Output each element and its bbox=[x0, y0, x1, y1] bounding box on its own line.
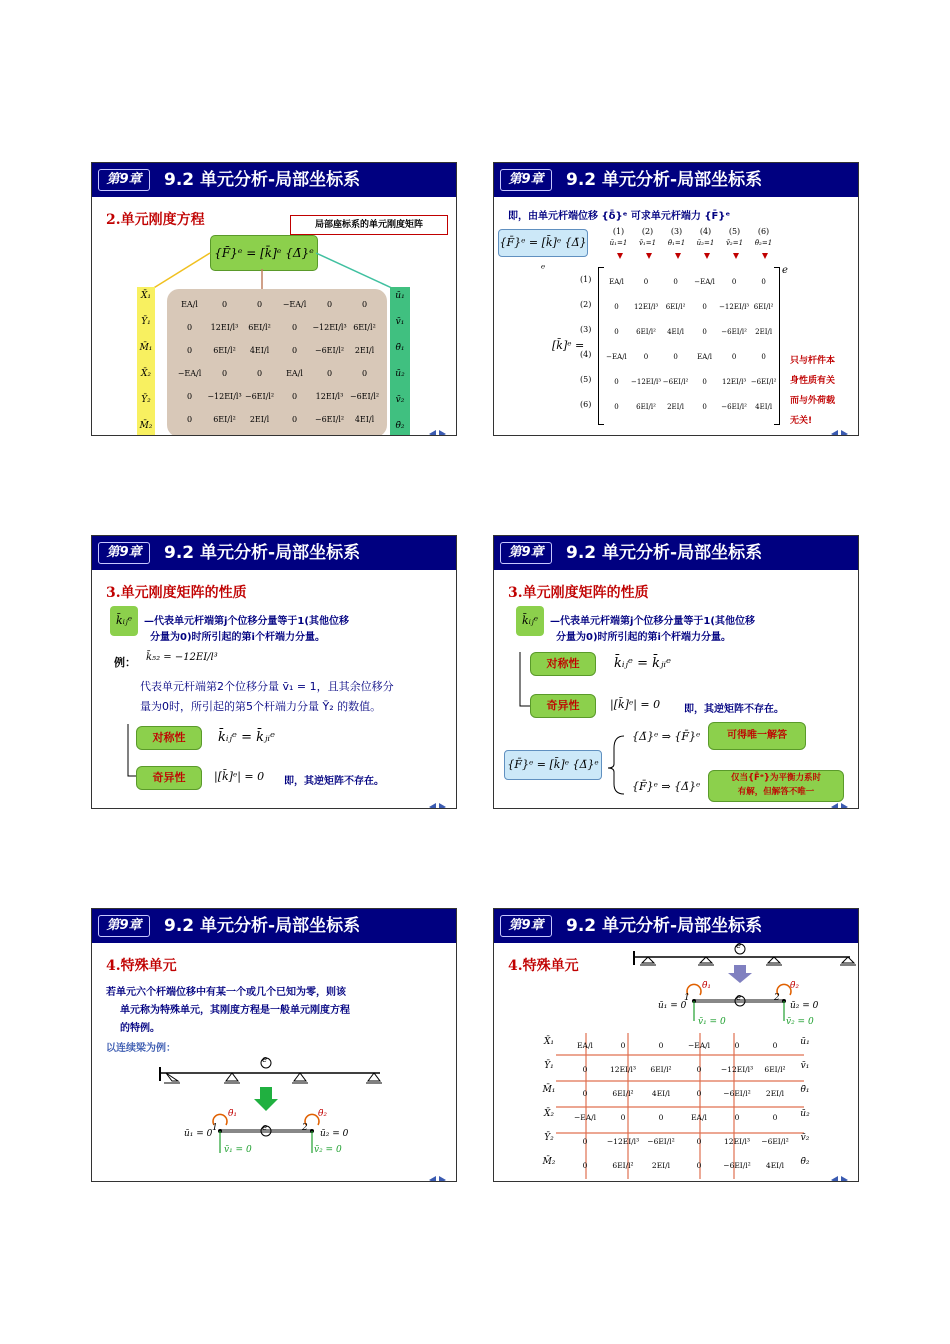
vector-entry: Ȳ₁ bbox=[544, 1061, 554, 1071]
matrix-cell: 12EI/l³ bbox=[724, 1136, 750, 1146]
matrix-cell: 6EI/l² bbox=[213, 415, 236, 424]
matrix-cell: −EA/l bbox=[177, 369, 202, 378]
matrix-cell: 12EI/l³ bbox=[722, 377, 747, 386]
matrix-cell: −6EI/l² bbox=[721, 327, 747, 336]
matrix-cell: 0 bbox=[772, 1040, 778, 1050]
u1-label: ū₁ = 0 bbox=[658, 1001, 687, 1011]
matrix-cell: EA/l bbox=[697, 352, 712, 361]
singularity-pill: 奇异性 bbox=[136, 766, 202, 790]
vector-entry: v̄₂ bbox=[395, 395, 405, 405]
node-2-label: 2 bbox=[302, 1123, 308, 1133]
matrix-cell: −6EI/l² bbox=[721, 402, 747, 411]
note-line: 而与外荷载 bbox=[790, 396, 836, 406]
slide-title: 9.2 单元分析-局部坐标系 bbox=[164, 916, 361, 936]
matrix-cell: 6EI/l² bbox=[764, 1064, 786, 1074]
matrix-cell: 6EI/l² bbox=[636, 402, 656, 411]
column-unit: θ̄₁=1 bbox=[667, 239, 686, 247]
vector-entry: ū₁ bbox=[395, 291, 405, 301]
matrix-cell: −EA/l bbox=[687, 1040, 711, 1050]
slide-title: 9.2 单元分析-局部坐标系 bbox=[566, 170, 763, 190]
matrix-cell: 0 bbox=[696, 1160, 702, 1170]
vector-entry: ū₂ bbox=[395, 369, 405, 379]
matrix-cell: 0 bbox=[702, 402, 707, 411]
matrix-cell: 0 bbox=[291, 323, 298, 332]
chapter-badge: 第9章 bbox=[500, 542, 552, 564]
matrix-cell: 0 bbox=[658, 1112, 664, 1122]
matrix-cell: 0 bbox=[643, 277, 649, 286]
matrix-cell: −12EI/l³ bbox=[631, 377, 662, 386]
matrix-cell: 0 bbox=[582, 1160, 588, 1170]
equation-box: {F̄}ᵉ = [k̄]ᵉ {Δ̄}ᵉ bbox=[210, 235, 318, 271]
down-arrow-icon bbox=[675, 253, 681, 259]
right-vector bbox=[390, 287, 410, 436]
matrix-cell: 0 bbox=[772, 1112, 778, 1122]
matrix-cell: 0 bbox=[731, 352, 737, 361]
note-line: 无关! bbox=[790, 416, 813, 426]
matrix-cell: 0 bbox=[186, 415, 193, 424]
matrix-cell: −6EI/l² bbox=[723, 1160, 751, 1170]
matrix-cell: 2EI/l bbox=[755, 327, 773, 336]
definition-line-2: 分量为0)时所引起的第i个杆端力分量。 bbox=[150, 632, 325, 643]
u2-label: ū₂ = 0 bbox=[320, 1129, 349, 1139]
row-number: (2) bbox=[580, 300, 592, 309]
symmetry-equation: k̄ᵢⱼᵉ = k̄ⱼᵢᵉ bbox=[218, 730, 276, 745]
vector-entry: M̄₂ bbox=[139, 421, 153, 431]
implication-2-note-line-2: 有解，但解答不唯一 bbox=[737, 787, 815, 797]
left-vector bbox=[137, 287, 155, 436]
slide-2 bbox=[493, 162, 859, 436]
note-line: 身性质有关 bbox=[790, 376, 836, 386]
chapter-badge: 第9章 bbox=[98, 542, 150, 564]
matrix-cell: 0 bbox=[221, 300, 228, 309]
superscript-e: e bbox=[782, 265, 788, 276]
vector-entry: θ̄₂ bbox=[800, 1157, 810, 1167]
matrix-cell: 6EI/l² bbox=[612, 1088, 634, 1098]
matrix-cell: −6EI/l² bbox=[314, 415, 345, 424]
v1-label: v̄₁ = 0 bbox=[224, 1145, 252, 1155]
matrix-cell: 4EI/l bbox=[765, 1160, 785, 1170]
matrix-cell: 0 bbox=[291, 415, 298, 424]
matrix-cell: 0 bbox=[761, 352, 766, 361]
vector-entry: θ̄₂ bbox=[395, 421, 405, 431]
row-number: (6) bbox=[580, 400, 592, 409]
matrix-cell: 0 bbox=[614, 377, 619, 386]
column-unit: ū₁=1 bbox=[609, 239, 628, 247]
matrix-cell: −12EI/l³ bbox=[606, 1136, 640, 1146]
slide-3 bbox=[91, 535, 457, 809]
slide-4 bbox=[493, 535, 859, 809]
matrix-cell: 0 bbox=[582, 1088, 588, 1098]
vector-entry: X̄₂ bbox=[543, 1109, 554, 1119]
section-title: 4.特殊单元 bbox=[508, 958, 579, 974]
matrix-cell: 6EI/l² bbox=[353, 323, 376, 332]
v1-label: v̄₁ = 0 bbox=[698, 1017, 726, 1027]
matrix-cell: 0 bbox=[256, 369, 263, 378]
theta1-label: θ̄₁ bbox=[228, 1109, 238, 1119]
matrix-cell: −6EI/l² bbox=[314, 346, 345, 355]
singularity-equation: |[k̄]ᵉ| = 0 bbox=[214, 770, 265, 783]
matrix-cell: EA/l bbox=[181, 300, 198, 309]
column-unit: θ̄₂=1 bbox=[754, 239, 773, 247]
section-title: 3.单元刚度矩阵的性质 bbox=[508, 585, 649, 601]
chapter-badge: 第9章 bbox=[98, 169, 150, 191]
v2-label: v̄₂ = 0 bbox=[314, 1145, 342, 1155]
matrix-cell: −EA/l bbox=[573, 1112, 597, 1122]
prev-icon[interactable] bbox=[831, 1176, 838, 1182]
matrix-cell: 4EI/l bbox=[667, 327, 685, 336]
matrix-cell: 6EI/l² bbox=[213, 346, 236, 355]
matrix-cell: 0 bbox=[734, 1112, 740, 1122]
stiffness-matrix bbox=[172, 293, 382, 431]
singularity-equation: |[k̄]ᵉ| = 0 bbox=[610, 698, 661, 711]
stiffness-matrix bbox=[566, 1033, 794, 1177]
slide-nav[interactable] bbox=[426, 1169, 452, 1178]
theta2-label: θ̄₂ bbox=[790, 981, 800, 991]
chapter-badge: 第9章 bbox=[500, 169, 552, 191]
stiffness-matrix bbox=[602, 269, 778, 419]
matrix-cell: 0 bbox=[702, 302, 707, 311]
matrix-cell: 0 bbox=[761, 277, 766, 286]
matrix-cell: −6EI/l² bbox=[750, 377, 777, 386]
row-number: (1) bbox=[580, 275, 592, 284]
u2-label: ū₂ = 0 bbox=[790, 1001, 819, 1011]
prev-icon[interactable] bbox=[429, 430, 436, 436]
matrix-cell: 0 bbox=[361, 300, 368, 309]
vector-entry: M̄₁ bbox=[542, 1085, 556, 1095]
matrix-cell: −EA/l bbox=[694, 277, 715, 286]
matrix-cell: EA/l bbox=[286, 369, 303, 378]
prev-icon[interactable] bbox=[429, 1176, 436, 1182]
next-icon[interactable] bbox=[841, 803, 848, 809]
matrix-cell: 0 bbox=[582, 1064, 588, 1074]
chapter-badge: 第9章 bbox=[98, 915, 150, 937]
theta2-label: θ̄₂ bbox=[318, 1109, 328, 1119]
slide-title: 9.2 单元分析-局部坐标系 bbox=[164, 170, 361, 190]
matrix-cell: −6EI/l² bbox=[723, 1088, 751, 1098]
matrix-cell: 0 bbox=[186, 346, 193, 355]
element-label-lower: e bbox=[262, 1123, 268, 1133]
down-arrow-icon bbox=[762, 253, 768, 259]
column-unit: v̄₂=1 bbox=[725, 239, 744, 247]
matrix-cell: 2EI/l bbox=[249, 415, 270, 424]
slide-6 bbox=[493, 908, 859, 1182]
matrix-cell: 0 bbox=[614, 302, 619, 311]
u1-label: ū₁ = 0 bbox=[184, 1129, 213, 1139]
matrix-table bbox=[172, 293, 382, 431]
symmetry-equation: k̄ᵢⱼᵉ = k̄ⱼᵢᵉ bbox=[614, 656, 672, 671]
v2-label: v̄₂ = 0 bbox=[786, 1017, 814, 1027]
next-icon[interactable] bbox=[439, 1176, 446, 1182]
matrix-cell: 4EI/l bbox=[249, 346, 270, 355]
matrix-cell: −6EI/l² bbox=[244, 392, 275, 401]
down-arrow-icon bbox=[733, 253, 739, 259]
matrix-table bbox=[602, 269, 778, 419]
matrix-cell: 12EI/l³ bbox=[633, 302, 659, 311]
vector-entry: M̄₂ bbox=[542, 1157, 556, 1167]
matrix-cell: 0 bbox=[673, 277, 678, 286]
next-icon[interactable] bbox=[439, 803, 446, 809]
note-text bbox=[790, 351, 856, 431]
theta1-label: θ̄₁ bbox=[702, 981, 712, 991]
matrix-cell: 0 bbox=[702, 377, 707, 386]
symmetry-pill: 对称性 bbox=[136, 726, 202, 750]
singularity-pill: 奇异性 bbox=[530, 694, 596, 718]
matrix-cell: 0 bbox=[614, 402, 619, 411]
paragraph-line-1: 若单元六个杆端位移中有某一个或几个已知为零，则该 bbox=[106, 987, 346, 998]
node-2-label: 2 bbox=[774, 993, 780, 1003]
example-label: 例： bbox=[114, 656, 136, 669]
chapter-badge: 第9章 bbox=[500, 915, 552, 937]
singularity-text: 即，其逆矩阵不存在。 bbox=[684, 704, 784, 715]
matrix-cell: 6EI/l² bbox=[612, 1160, 634, 1170]
prev-icon[interactable] bbox=[429, 803, 436, 809]
vector-entry: Ȳ₂ bbox=[141, 395, 151, 405]
section-title: 3.单元刚度矩阵的性质 bbox=[106, 585, 247, 601]
node-1-label: 1 bbox=[684, 993, 690, 1003]
implication-1-note: 可得唯一解答 bbox=[708, 722, 806, 750]
matrix-cell: 0 bbox=[326, 300, 333, 309]
matrix-cell: 4EI/l bbox=[755, 402, 773, 411]
implication-2-note-line-1: 仅当{F̄ᵉ}为平衡力系时 bbox=[731, 773, 821, 783]
matrix-cell: 12EI/l³ bbox=[610, 1064, 636, 1074]
matrix-cell: 12EI/l³ bbox=[210, 323, 239, 332]
implication-2: {F̄}ᵉ ⇒ {Δ̄}ᵉ bbox=[632, 780, 701, 793]
matrix-cell: −EA/l bbox=[282, 300, 307, 309]
matrix-cell: 0 bbox=[620, 1112, 626, 1122]
matrix-cell: 6EI/l² bbox=[753, 302, 774, 311]
matrix-cell: −6EI/l² bbox=[647, 1136, 675, 1146]
matrix-cell: 0 bbox=[186, 392, 193, 401]
matrix-cell: −EA/l bbox=[606, 352, 627, 361]
matrix-cell: 4EI/l bbox=[651, 1088, 671, 1098]
row-number: (4) bbox=[580, 350, 592, 359]
next-icon[interactable] bbox=[841, 430, 848, 436]
matrix-cell: 6EI/l² bbox=[248, 323, 271, 332]
column-number: (2) bbox=[641, 227, 654, 236]
example-text: 以连续梁为例： bbox=[106, 1043, 176, 1054]
slide-title: 9.2 单元分析-局部坐标系 bbox=[566, 543, 763, 563]
slide-nav[interactable] bbox=[828, 796, 854, 805]
matrix-cell: 4EI/l bbox=[354, 415, 375, 424]
matrix-cell: −6EI/l² bbox=[761, 1136, 789, 1146]
column-unit: ū₂=1 bbox=[696, 239, 715, 247]
matrix-cell: 2EI/l bbox=[765, 1088, 785, 1098]
matrix-cell: 6EI/l² bbox=[636, 327, 656, 336]
matrix-cell: 12EI/l³ bbox=[315, 392, 344, 401]
equation-box: {F̄}ᵉ = [k̄]ᵉ {Δ̄}ᵉ bbox=[504, 750, 602, 780]
slide-header bbox=[494, 163, 858, 197]
matrix-cell: −6EI/l² bbox=[349, 392, 380, 401]
matrix-label: [k̄]ᵉ = bbox=[552, 339, 585, 352]
vector-entry: ū₁ bbox=[800, 1037, 810, 1047]
symbol-box: k̄ᵢⱼᵉ bbox=[516, 606, 544, 636]
down-arrow-icon bbox=[704, 253, 710, 259]
matrix-cell: 0 bbox=[673, 352, 678, 361]
example-equation: k̄₅₂ = −12EI/l³ bbox=[146, 652, 218, 663]
matrix-cell: 0 bbox=[291, 346, 298, 355]
example-line-2: 量为0时，所引起的第5个杆端力分量 Ȳ₂ 的数值。 bbox=[140, 700, 382, 713]
symbol-box: k̄ᵢⱼᵉ bbox=[110, 606, 138, 636]
element-label-lower: e bbox=[736, 993, 742, 1003]
paragraph-line-2: 单元称为特殊单元，其刚度方程是一般单元刚度方程 bbox=[120, 1005, 350, 1016]
column-number: (1) bbox=[612, 227, 625, 236]
matrix-cell: 0 bbox=[614, 327, 619, 336]
matrix-cell: −12EI/l³ bbox=[720, 1064, 754, 1074]
vector-entry: v̄₁ bbox=[395, 317, 405, 327]
vector-entry: X̄₂ bbox=[140, 369, 151, 379]
node-1-label: 1 bbox=[212, 1123, 218, 1133]
slide-title: 9.2 单元分析-局部坐标系 bbox=[566, 916, 763, 936]
callout-box: 局部座标系的单元刚度矩阵 bbox=[290, 215, 448, 235]
column-number: (4) bbox=[699, 227, 712, 236]
down-arrow-icon bbox=[617, 253, 623, 259]
column-unit: v̄₁=1 bbox=[638, 239, 657, 247]
matrix-cell: 0 bbox=[658, 1040, 664, 1050]
vector-entry: ū₂ bbox=[800, 1109, 810, 1119]
vector-entry: X̄₁ bbox=[140, 291, 151, 301]
down-arrow-icon bbox=[646, 253, 652, 259]
matrix-cell: 2EI/l bbox=[651, 1160, 671, 1170]
vector-entry: Ȳ₂ bbox=[544, 1133, 554, 1143]
vector-entry: v̄₁ bbox=[800, 1061, 810, 1071]
column-number: (3) bbox=[670, 227, 683, 236]
matrix-cell: −6EI/l² bbox=[662, 377, 689, 386]
matrix-cell: −12EI/l³ bbox=[719, 302, 750, 311]
element-label: e bbox=[736, 941, 742, 951]
symmetry-pill: 对称性 bbox=[530, 652, 596, 676]
note-line: 只与杆件本 bbox=[790, 356, 836, 366]
matrix-cell: −12EI/l³ bbox=[207, 392, 242, 401]
slide-nav[interactable] bbox=[828, 1169, 854, 1178]
matrix-cell: 0 bbox=[696, 1088, 702, 1098]
definition-line-2: 分量为0)时所引起的第i个杆端力分量。 bbox=[556, 632, 731, 643]
matrix-cell: 0 bbox=[582, 1136, 588, 1146]
matrix-cell: 0 bbox=[326, 369, 333, 378]
slide-nav[interactable] bbox=[426, 423, 452, 432]
slide-5 bbox=[91, 908, 457, 1182]
implication-1: {Δ̄}ᵉ ⇒ {F̄}ᵉ bbox=[632, 730, 701, 743]
next-icon[interactable] bbox=[841, 1176, 848, 1182]
column-number: (6) bbox=[757, 227, 770, 236]
definition-line-1: —代表单元杆端第j个位移分量等于1(其他位移 bbox=[144, 616, 349, 627]
next-icon[interactable] bbox=[439, 430, 446, 436]
continuous-beam-diagram bbox=[92, 909, 457, 1182]
matrix-cell: 0 bbox=[361, 369, 368, 378]
vector-entry: θ̄₁ bbox=[395, 343, 405, 353]
vector-entry: Ȳ₁ bbox=[141, 317, 151, 327]
slide-1 bbox=[91, 162, 457, 436]
matrix-cell: 0 bbox=[221, 369, 228, 378]
matrix-cell: 0 bbox=[696, 1136, 702, 1146]
matrix-cell: 0 bbox=[702, 327, 707, 336]
matrix-cell: EA/l bbox=[691, 1112, 707, 1122]
slide-nav[interactable] bbox=[426, 796, 452, 805]
matrix-cell: 6EI/l² bbox=[665, 302, 686, 311]
matrix-cell: 0 bbox=[291, 392, 298, 401]
vector-entry: M̄₁ bbox=[139, 343, 153, 353]
row-number: (5) bbox=[580, 375, 592, 384]
matrix-cell: EA/l bbox=[609, 277, 624, 286]
section-title: 4.特殊单元 bbox=[106, 958, 177, 974]
equation-box: {F̄}ᵉ = [k̄]ᵉ {Δ̄}ᵉ bbox=[498, 229, 588, 257]
matrix-table bbox=[566, 1033, 794, 1177]
matrix-cell: 0 bbox=[643, 352, 649, 361]
matrix-cell: 0 bbox=[620, 1040, 626, 1050]
slide-nav[interactable] bbox=[828, 423, 854, 432]
vector-entry: θ̄₁ bbox=[800, 1085, 810, 1095]
row-number: (3) bbox=[580, 325, 592, 334]
column-number: (5) bbox=[728, 227, 741, 236]
matrix-cell: 0 bbox=[734, 1040, 740, 1050]
matrix-cell: 2EI/l bbox=[354, 346, 375, 355]
section-title: 2.单元刚度方程 bbox=[106, 212, 205, 228]
prev-icon[interactable] bbox=[831, 803, 838, 809]
matrix-cell: EA/l bbox=[577, 1040, 593, 1050]
implication-2-note bbox=[708, 770, 844, 802]
intro-text: 即，由单元杆端位移 {δ̄}ᵉ 可求单元杆端力 {F̄}ᵉ bbox=[508, 211, 731, 222]
paragraph-line-3: 的特例。 bbox=[120, 1023, 160, 1034]
element-label: e bbox=[262, 1055, 268, 1065]
example-line-1: 代表单元杆端第2个位移分量 v̄₁ = 1，且其余位移分 bbox=[140, 680, 394, 693]
matrix-cell: 0 bbox=[186, 323, 193, 332]
matrix-cell: 0 bbox=[256, 300, 263, 309]
slide-title: 9.2 单元分析-局部坐标系 bbox=[164, 543, 361, 563]
matrix-cell: 0 bbox=[731, 277, 737, 286]
definition-line-1: —代表单元杆端第j个位移分量等于1(其他位移 bbox=[550, 616, 755, 627]
singularity-text: 即，其逆矩阵不存在。 bbox=[284, 776, 384, 787]
prev-icon[interactable] bbox=[831, 430, 838, 436]
matrix-cell: 6EI/l² bbox=[650, 1064, 672, 1074]
vector-entry: v̄₂ bbox=[800, 1133, 810, 1143]
matrix-cell: −12EI/l³ bbox=[312, 323, 347, 332]
matrix-cell: 2EI/l bbox=[667, 402, 685, 411]
matrix-cell: 0 bbox=[696, 1064, 702, 1074]
vector-entry: X̄₁ bbox=[543, 1037, 554, 1047]
